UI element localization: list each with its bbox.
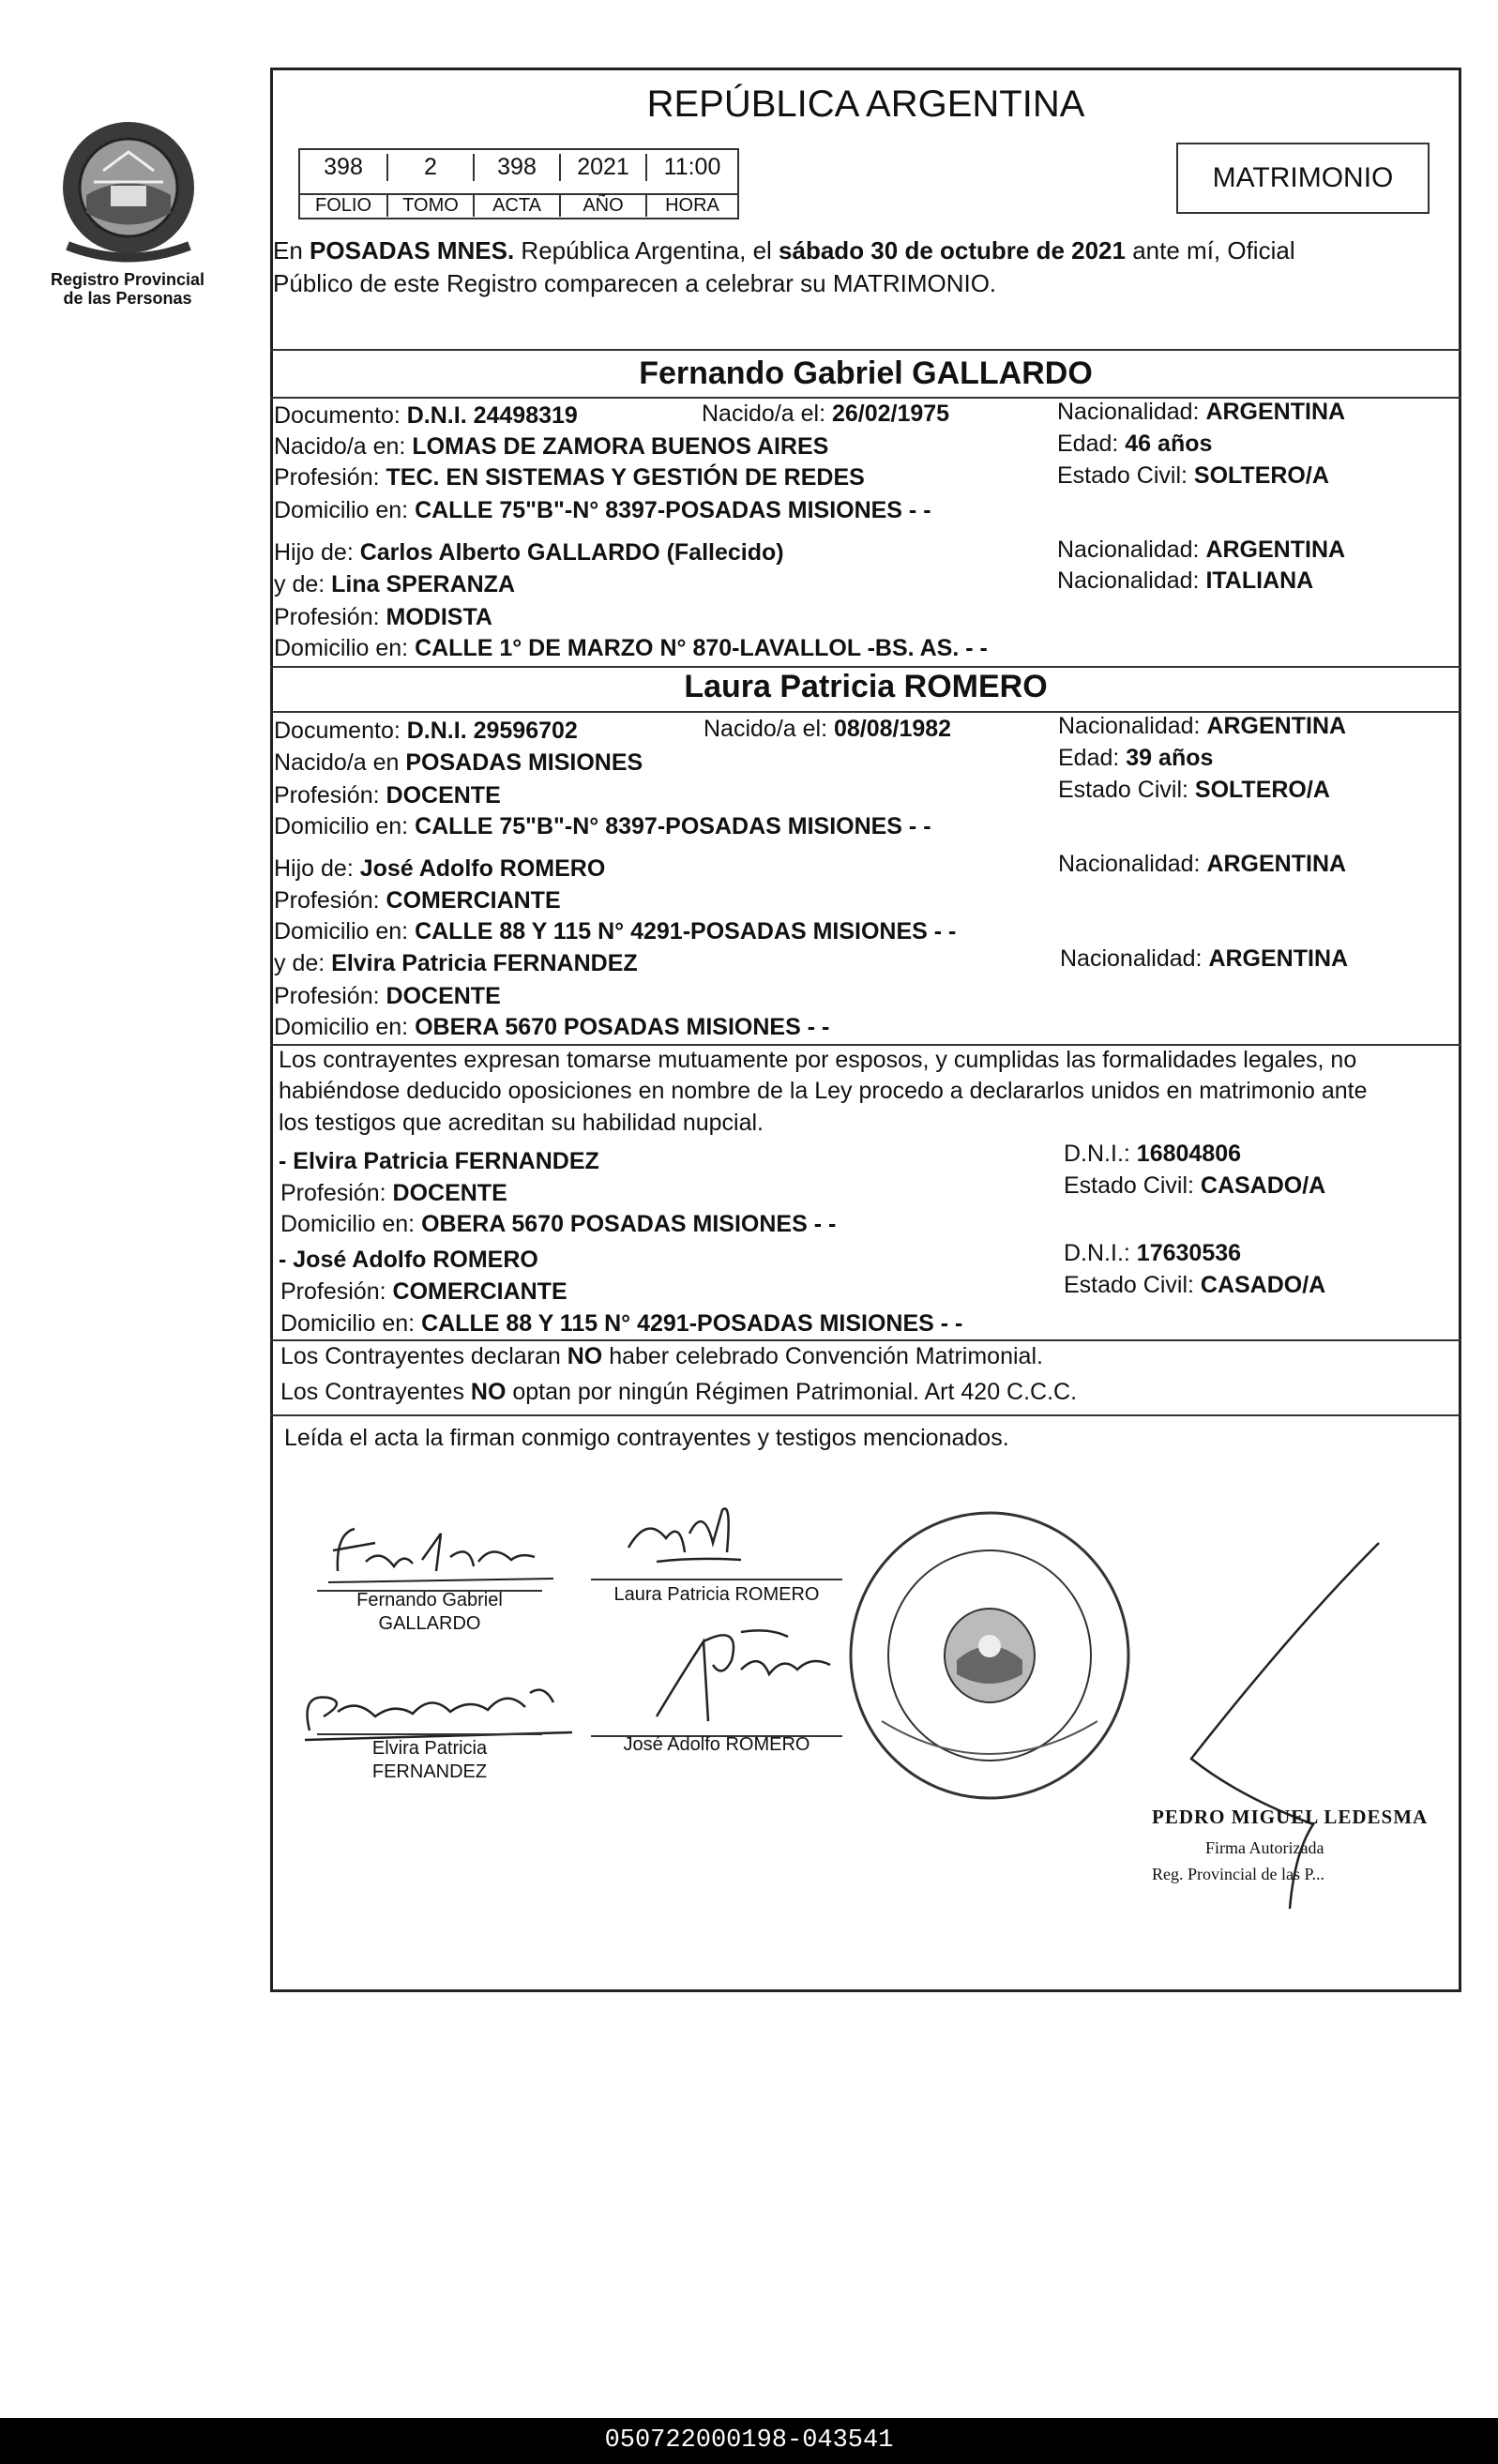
signature-caption-1a: Fernando Gabriel xyxy=(356,1590,503,1610)
field-label-anio: AÑO xyxy=(559,195,645,217)
groom-birthdate: Nacido/a el: 26/02/1975 xyxy=(702,401,950,427)
officer-name: PEDRO MIGUEL LEDESMA xyxy=(1152,1806,1429,1828)
bride-civil-status: Estado Civil: SOLTERO/A xyxy=(1058,777,1330,803)
signature-caption-2: Laura Patricia ROMERO xyxy=(613,1584,820,1605)
field-label-acta: ACTA xyxy=(473,195,559,217)
field-value-acta: 398 xyxy=(473,154,559,181)
witness-2-profession: Profesión: COMERCIANTE xyxy=(280,1278,567,1305)
witness-1-civil-status: Estado Civil: CASADO/A xyxy=(1064,1172,1326,1199)
groom-profession: Profesión: TEC. EN SISTEMAS Y GESTIÓN DE REDES xyxy=(274,464,865,491)
intro-line-2: Público de este Registro comparecen a celebrar su MATRIMONIO. xyxy=(273,269,997,297)
bride-nationality: Nacionalidad: ARGENTINA xyxy=(1058,713,1347,739)
bride-profession: Profesión: DOCENTE xyxy=(274,782,501,809)
bride-address: Domicilio en: CALLE 75"B"-N° 8397-POSADAS MISIONES - - xyxy=(274,813,931,839)
witness-2-address: Domicilio en: CALLE 88 Y 115 N° 4291-POSADAS MISIONES - - xyxy=(280,1310,963,1337)
groom-age: Edad: 46 años xyxy=(1057,431,1213,457)
bride-age: Edad: 39 años xyxy=(1058,745,1214,771)
witness-1-dni: D.N.I.: 16804806 xyxy=(1064,1141,1242,1167)
field-value-anio: 2021 xyxy=(559,154,645,181)
seal-ministry-text xyxy=(863,1508,875,1509)
declaration-line-1: Los contrayentes expresan tomarse mutuamente por esposos, y cumplidas las formalidades legales, no xyxy=(279,1047,1357,1073)
groom-birthplace: Nacido/a en: LOMAS DE ZAMORA BUENOS AIRES xyxy=(274,433,829,460)
groom-document: Documento: D.N.I. 24498319 xyxy=(274,402,578,429)
bride-name: Laura Patricia ROMERO xyxy=(684,669,1048,704)
bride-document: Documento: D.N.I. 29596702 xyxy=(274,718,578,744)
intro-place: POSADAS MNES. xyxy=(310,236,515,265)
field-value-hora: 11:00 xyxy=(645,154,737,181)
witness-2-name: - José Adolfo ROMERO xyxy=(279,1247,538,1273)
groom-mother-address: Domicilio en: CALLE 1° DE MARZO N° 870-LAVALLOL -BS. AS. - - xyxy=(274,635,988,661)
regime-line-1: Los Contrayentes declaran NO haber celebrado Convención Matrimonial. xyxy=(280,1343,1043,1369)
intro-date: sábado 30 de octubre de 2021 xyxy=(779,236,1126,265)
signature-caption-1b: GALLARDO xyxy=(378,1613,481,1634)
bride-father-nationality: Nacionalidad: ARGENTINA xyxy=(1058,851,1347,877)
field-value-tomo: 2 xyxy=(386,154,473,181)
signature-caption-3b: FERNANDEZ xyxy=(371,1761,488,1782)
witness-1-address: Domicilio en: OBERA 5670 POSADAS MISIONES - - xyxy=(280,1211,837,1237)
groom-nationality: Nacionalidad: ARGENTINA xyxy=(1057,399,1346,425)
bride-mother-nationality: Nacionalidad: ARGENTINA xyxy=(1060,945,1349,972)
signature-fernando-gallardo xyxy=(310,1515,563,1590)
witness-1-name: - Elvira Patricia FERNANDEZ xyxy=(279,1148,599,1174)
signature-laura-romero xyxy=(600,1496,769,1580)
logo-caption-1: Registro Provincial xyxy=(50,270,205,289)
record-fields-table xyxy=(298,148,739,219)
groom-father: Hijo de: Carlos Alberto GALLARDO (Fallecido) xyxy=(274,539,784,566)
field-label-folio: FOLIO xyxy=(314,195,371,216)
bride-mother-profession: Profesión: DOCENTE xyxy=(274,983,501,1009)
signature-caption-4: José Adolfo ROMERO xyxy=(623,1734,810,1755)
groom-mother: y de: Lina SPERANZA xyxy=(274,571,516,597)
record-type-box: MATRIMONIO xyxy=(1176,143,1430,214)
intro-line-1: En POSADAS MNES. República Argentina, el sábado 30 de octubre de 2021 ante mí, Oficial xyxy=(273,236,1295,265)
regime-line-2: Los Contrayentes NO optan por ningún Régimen Patrimonial. Art 420 C.C.C. xyxy=(280,1379,1078,1405)
witness-1-profession: Profesión: DOCENTE xyxy=(280,1180,507,1206)
field-label-hora: HORA xyxy=(645,195,737,217)
witness-2-dni: D.N.I.: 17630536 xyxy=(1064,1240,1242,1266)
bride-birthplace: Nacido/a en POSADAS MISIONES xyxy=(274,749,643,776)
groom-father-nationality: Nacionalidad: ARGENTINA xyxy=(1057,537,1346,563)
page-title: REPÚBLICA ARGENTINA xyxy=(646,83,1085,125)
bride-father: Hijo de: José Adolfo ROMERO xyxy=(274,855,606,882)
field-label-tomo: TOMO xyxy=(386,195,473,217)
groom-mother-profession: Profesión: MODISTA xyxy=(274,604,492,630)
declaration-line-3: los testigos que acreditan su habilidad nupcial. xyxy=(279,1110,764,1136)
groom-civil-status: Estado Civil: SOLTERO/A xyxy=(1057,462,1329,489)
signature-caption-3a: Elvira Patricia xyxy=(371,1738,488,1759)
bride-mother-address: Domicilio en: OBERA 5670 POSADAS MISIONES - - xyxy=(274,1014,830,1040)
groom-mother-nationality: Nacionalidad: ITALIANA xyxy=(1057,567,1314,594)
officer-title: Firma Autorizada xyxy=(1205,1838,1324,1857)
bride-mother: y de: Elvira Patricia FERNANDEZ xyxy=(274,950,638,976)
bride-birthdate: Nacido/a el: 08/08/1982 xyxy=(704,716,952,742)
province-logo xyxy=(49,105,208,263)
official-seal-icon xyxy=(844,1505,1135,1806)
groom-address: Domicilio en: CALLE 75"B"-N° 8397-POSADAS MISIONES - - xyxy=(274,497,931,523)
closing-text: Leída el acta la firman conmigo contrayentes y testigos mencionados. xyxy=(284,1425,1009,1451)
officer-registry: Reg. Provincial de las P... xyxy=(1152,1865,1324,1883)
logo-caption-2: de las Personas xyxy=(63,289,192,308)
declaration-line-2: habiéndose deducido oposiciones en nombre de la Ley procedo a declararlos unidos en matrimonio ante xyxy=(279,1078,1368,1104)
field-value-folio: 398 xyxy=(324,154,363,180)
document-id-footer: 050722000198-043541 xyxy=(0,2418,1498,2464)
witness-2-civil-status: Estado Civil: CASADO/A xyxy=(1064,1272,1326,1298)
groom-name: Fernando Gabriel GALLARDO xyxy=(639,355,1093,391)
bride-father-address: Domicilio en: CALLE 88 Y 115 N° 4291-POSADAS MISIONES - - xyxy=(274,918,957,945)
misiones-emblem-icon xyxy=(49,105,208,263)
bride-father-profession: Profesión: COMERCIANTE xyxy=(274,887,561,914)
